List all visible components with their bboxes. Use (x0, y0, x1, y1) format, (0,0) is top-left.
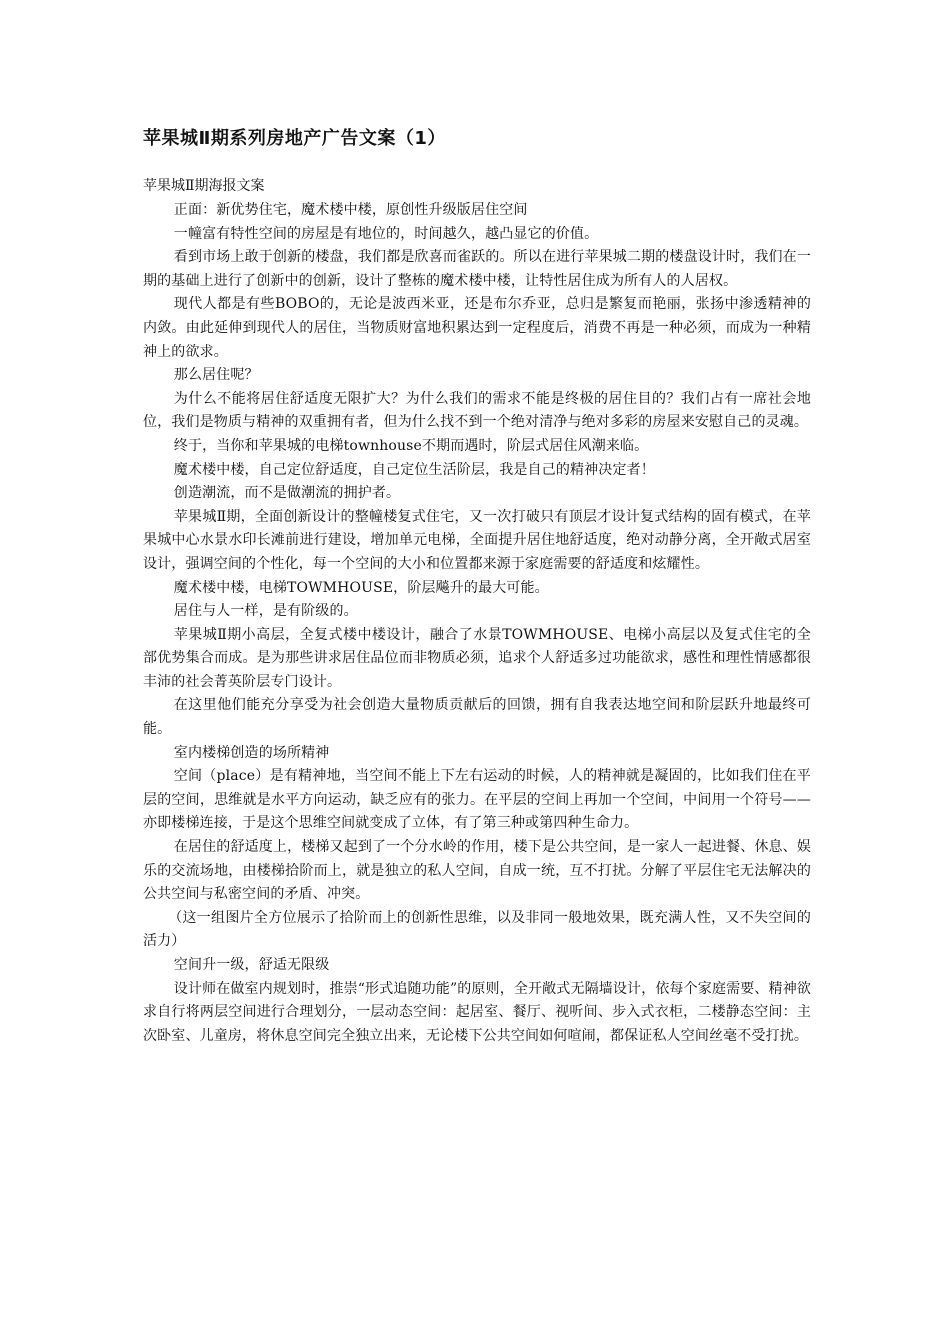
paragraph: 魔术楼中楼，自己定位舒适度，自己定位生活阶层，我是自己的精神决定者！ (173, 461, 655, 478)
paragraph: 室内楼梯创造的场所精神 (173, 744, 330, 761)
paragraph: 设计师在做室内规划时，推崇“形式追随功能”的原则，全开敞式无隔墙设计，依每个家庭需要、精神欲求自行将两层空间进行合理划分，一层动态空间：起居室、餐厅、视听间、步入式衣柜，二楼静态空间：主次卧室、儿童房，将休息空间完全独立出来，无论楼下公共空间如何喧闹，都保证私人空间丝毫不受打扰。 (143, 980, 812, 1044)
paragraph: 正面：新优势住宅，魔术楼中楼，原创性升级版居住空间 (173, 202, 528, 218)
document-page (143, 126, 811, 1048)
paragraph: 苹果城Ⅱ期小高层，全复式楼中楼设计，融合了水景TOWMHOUSE、电梯小高层以及复式住宅的全部优势集合而成。是为那些讲求居住品位而非物质必须，追求个人舒适多过功能欲求，感性和理性情感都很丰沛的社会菁英阶层专门设计。 (143, 626, 811, 690)
paragraph: 一幢富有特性空间的房屋是有地位的，时间越久，越凸显它的价值。 (173, 225, 599, 242)
paragraph: 空间升一级，舒适无限级 (173, 957, 330, 973)
paragraph: 苹果城Ⅱ期，全面创新设计的整幢楼复式住宅，又一次打破只有顶层才设计复式结构的固有模式，在苹果城中心水景水印长滩前进行建设，增加单元电梯，全面提升居住地舒适度，绝对动静分离，全开敞式居室设计，强调空间的个性化，每一个空间的大小和位置都来源于家庭需要的舒适度和炫耀性。 (143, 508, 811, 572)
paragraph: 那么居住呢？ (173, 367, 259, 384)
paragraph: 在这里他们能充分享受为社会创造大量物质贡献后的回馈，拥有自我表达地空间和阶层跃升地最终可能。 (143, 697, 811, 738)
paragraph: （这一组图片全方位展示了拾阶而上的创新性思维，以及非同一般地效果，既充满人性，又不失空间的活力） (143, 909, 811, 950)
paragraph: 终于，当你和苹果城的电梯townhouse不期而遇时，阶层式居住风潮来临。 (173, 437, 649, 454)
paragraph: 看到市场上敢于创新的楼盘，我们都是欣喜而雀跃的。所以在进行苹果城二期的楼盘设计时，我们在一期的基础上进行了创新中的创新，设计了整栋的魔术楼中楼，让特性居住成为所有人的人居权。 (143, 249, 811, 289)
paragraph: 现代人都是有些BOBO的，无论是波西米亚，还是布尔乔亚，总归是繁复而艳丽，张扬中渗透精神的内敛。由此延伸到现代人的居住，当物质财富地积累达到一定程度后，消费不再是一种必须，而成为一种精神上的欲求。 (143, 296, 811, 360)
document-title: 苹果城Ⅱ期系列房地产广告文案（1） (143, 128, 446, 149)
paragraph: 在居住的舒适度上，楼梯又起到了一个分水岭的作用，楼下是公共空间，是一家人一起进餐、休息、娱乐的交流场地，由楼梯拾阶而上，就是独立的私人空间，自成一统，互不打扰。分解了平层住宅无法解决的公共空间与私密空间的矛盾、冲突。 (143, 839, 811, 903)
paragraph: 为什么不能将居住舒适度无限扩大？为什么我们的需求不能是终极的居住目的？我们占有一席社会地位，我们是物质与精神的双重拥有者，但为什么找不到一个绝对清净与绝对多彩的房屋来安慰自己的灵魂。 (143, 390, 811, 431)
paragraph: 创造潮流，而不是做潮流的拥护者。 (173, 485, 401, 502)
paragraph: 魔术楼中楼，电梯TOWMHOUSE，阶层飚升的最大可能。 (173, 579, 549, 596)
section-heading: 苹果城Ⅱ期海报文案 (143, 178, 265, 194)
paragraph: 居住与人一样，是有阶级的。 (173, 603, 358, 620)
paragraph: 空间（place）是有精神地，当空间不能上下左右运动的时候，人的精神就是凝固的，比如我们住在平层的空间，思维就是水平方向运动，缺乏应有的张力。在平层的空间上再加一个空间，中间用一个符号——亦即楼梯连接，于是这个思维空间就变成了立体，有了第三种或第四种生命力。 (143, 768, 811, 832)
